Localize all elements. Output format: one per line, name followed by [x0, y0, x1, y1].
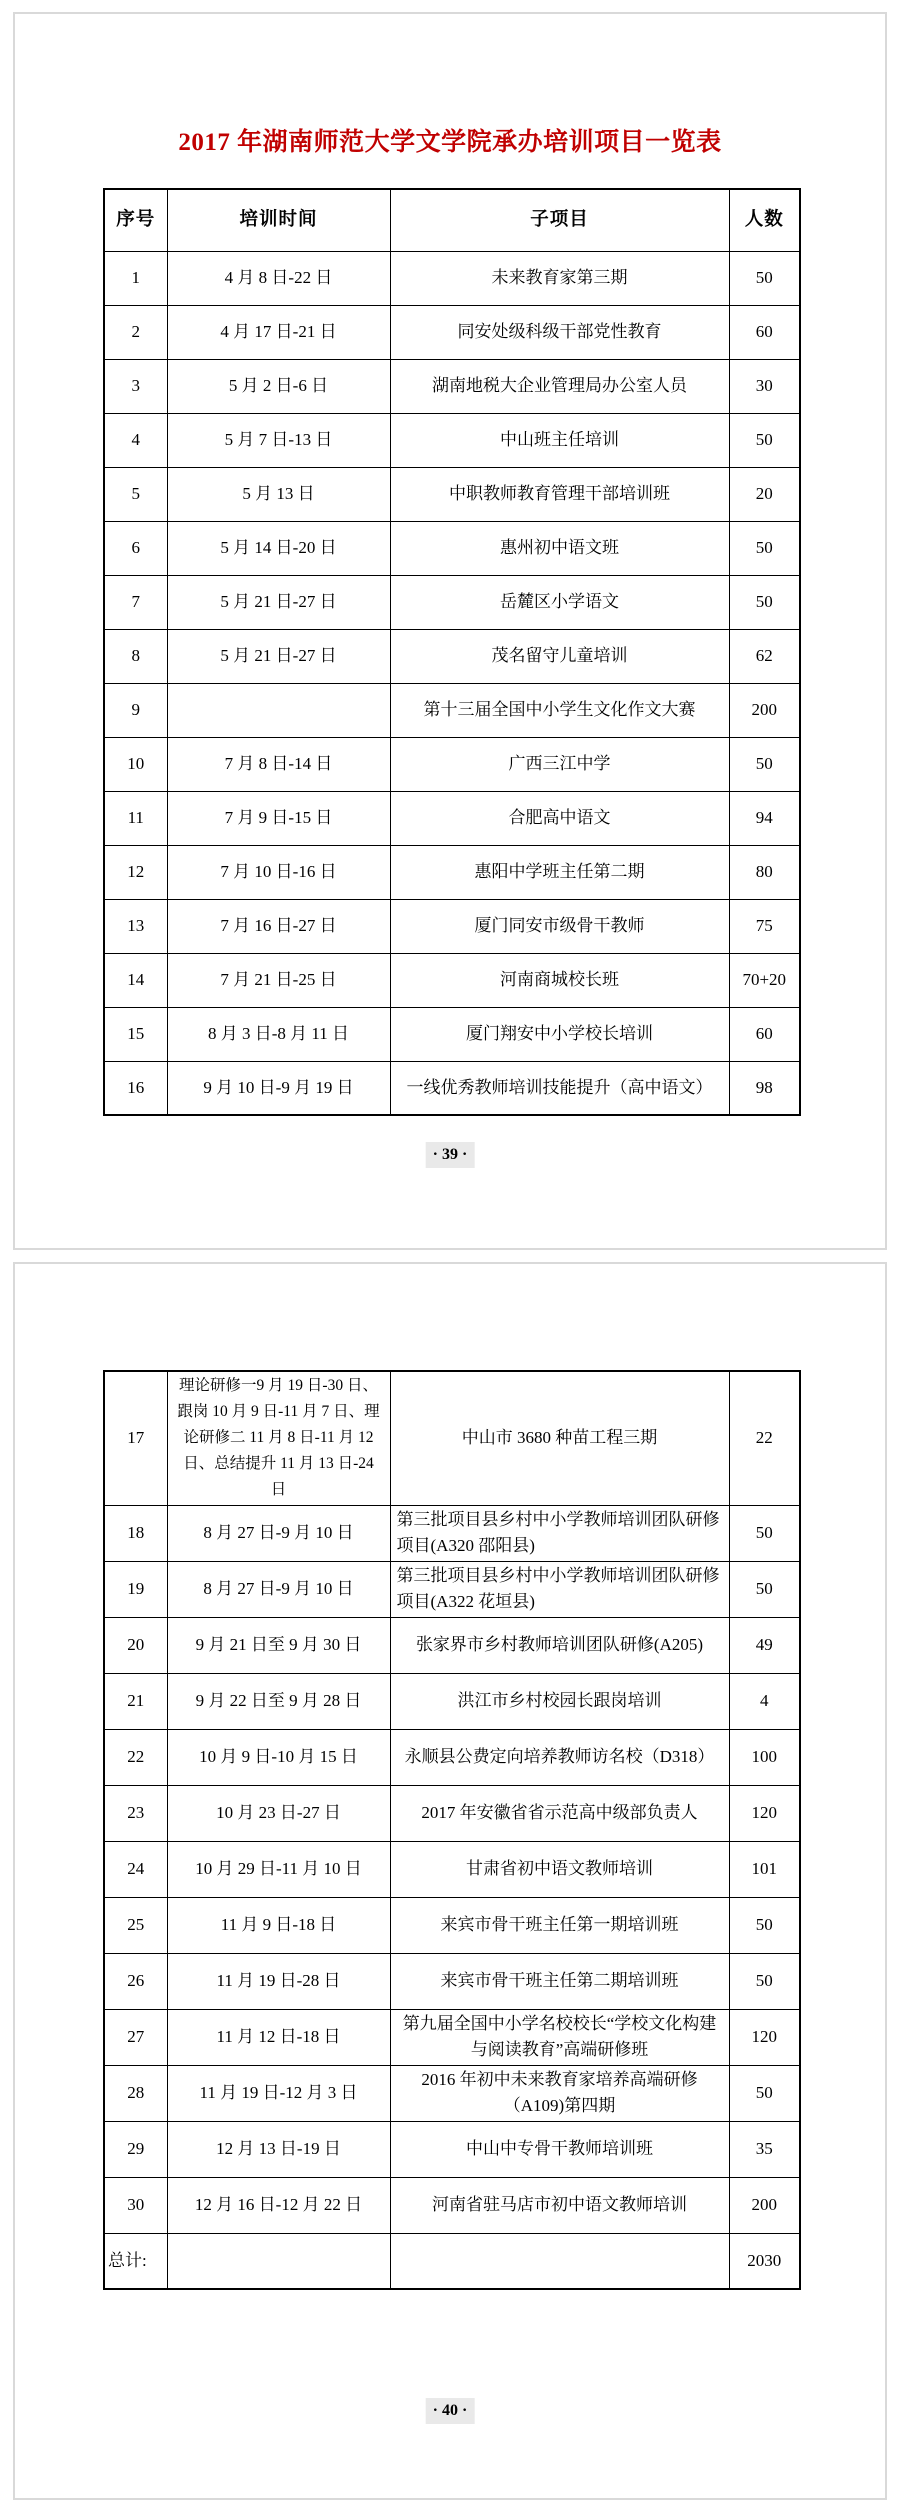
cell-time: 5 月 14 日-20 日	[167, 521, 390, 575]
cell-index: 1	[104, 251, 167, 305]
training-table-page1	[103, 188, 801, 1116]
cell-project: 河南省驻马店市初中语文教师培训	[390, 2177, 729, 2233]
cell-count: 120	[729, 1785, 800, 1841]
cell-time: 12 月 16 日-12 月 22 日	[167, 2177, 390, 2233]
cell-project: 第三批项目县乡村中小学教师培训团队研修项目(A322 花垣县)	[390, 1561, 729, 1617]
cell-time: 7 月 10 日-16 日	[167, 845, 390, 899]
table-row	[104, 1841, 800, 1897]
cell-time: 7 月 9 日-15 日	[167, 791, 390, 845]
cell-project: 湖南地税大企业管理局办公室人员	[390, 359, 729, 413]
table-row	[104, 791, 800, 845]
cell-index: 25	[104, 1897, 167, 1953]
cell-index: 8	[104, 629, 167, 683]
cell-count: 120	[729, 2009, 800, 2065]
table-row	[104, 845, 800, 899]
cell-time: 10 月 9 日-10 月 15 日	[167, 1729, 390, 1785]
cell-index: 26	[104, 1953, 167, 2009]
cell-index: 21	[104, 1673, 167, 1729]
cell-project: 中山市 3680 种苗工程三期	[390, 1371, 729, 1505]
cell-time: 4 月 17 日-21 日	[167, 305, 390, 359]
cell-time: 11 月 19 日-12 月 3 日	[167, 2065, 390, 2121]
cell-time: 理论研修一9 月 19 日-30 日、跟岗 10 月 9 日-11 月 7 日、理论研修二 11 月 8 日-11 月 12 日、总结提升 11 月 13 日-24 日	[167, 1371, 390, 1505]
table-row	[104, 2177, 800, 2233]
cell-count: 50	[729, 251, 800, 305]
cell-count: 2030	[729, 2233, 800, 2289]
cell-index: 18	[104, 1505, 167, 1561]
cell-index: 29	[104, 2121, 167, 2177]
cell-count: 101	[729, 1841, 800, 1897]
training-table-page2	[103, 1370, 801, 2290]
cell-count: 94	[729, 791, 800, 845]
cell-index: 13	[104, 899, 167, 953]
cell-index: 5	[104, 467, 167, 521]
cell-project: 中山班主任培训	[390, 413, 729, 467]
table-row	[104, 683, 800, 737]
cell-project: 张家界市乡村教师培训团队研修(A205)	[390, 1617, 729, 1673]
cell-count: 62	[729, 629, 800, 683]
cell-project: 厦门同安市级骨干教师	[390, 899, 729, 953]
cell-project: 甘肃省初中语文教师培训	[390, 1841, 729, 1897]
cell-time: 4 月 8 日-22 日	[167, 251, 390, 305]
cell-project: 惠州初中语文班	[390, 521, 729, 575]
cell-index: 17	[104, 1371, 167, 1505]
cell-time: 7 月 8 日-14 日	[167, 737, 390, 791]
cell-project: 未来教育家第三期	[390, 251, 729, 305]
cell-count: 60	[729, 305, 800, 359]
cell-index: 7	[104, 575, 167, 629]
table-row	[104, 1561, 800, 1617]
cell-time: 10 月 23 日-27 日	[167, 1785, 390, 1841]
cell-count: 50	[729, 575, 800, 629]
cell-index: 3	[104, 359, 167, 413]
cell-index: 总计:	[104, 2233, 167, 2289]
cell-count: 50	[729, 1561, 800, 1617]
cell-project: 惠阳中学班主任第二期	[390, 845, 729, 899]
table-row	[104, 2121, 800, 2177]
cell-time	[167, 683, 390, 737]
table-row	[104, 1785, 800, 1841]
cell-count: 60	[729, 1007, 800, 1061]
column-header-project: 子项目	[390, 189, 729, 251]
cell-index: 20	[104, 1617, 167, 1673]
cell-project: 茂名留守儿童培训	[390, 629, 729, 683]
cell-index: 15	[104, 1007, 167, 1061]
cell-time: 8 月 27 日-9 月 10 日	[167, 1505, 390, 1561]
cell-time: 11 月 12 日-18 日	[167, 2009, 390, 2065]
table-row	[104, 953, 800, 1007]
cell-count: 98	[729, 1061, 800, 1115]
cell-project: 一线优秀教师培训技能提升（高中语文）	[390, 1061, 729, 1115]
cell-index: 19	[104, 1561, 167, 1617]
cell-index: 22	[104, 1729, 167, 1785]
cell-project: 2016 年初中未来教育家培养高端研修（A109)第四期	[390, 2065, 729, 2121]
cell-time: 5 月 21 日-27 日	[167, 575, 390, 629]
cell-project: 洪江市乡村校园长跟岗培训	[390, 1673, 729, 1729]
table-row	[104, 1371, 800, 1505]
column-header-index: 序号	[104, 189, 167, 251]
total-row	[104, 2233, 800, 2289]
table-row	[104, 305, 800, 359]
cell-count: 80	[729, 845, 800, 899]
table-row	[104, 1061, 800, 1115]
cell-count: 50	[729, 521, 800, 575]
cell-count: 50	[729, 1897, 800, 1953]
cell-count: 49	[729, 1617, 800, 1673]
cell-count: 22	[729, 1371, 800, 1505]
cell-count: 50	[729, 1953, 800, 2009]
cell-index: 30	[104, 2177, 167, 2233]
table-row	[104, 521, 800, 575]
cell-project: 岳麓区小学语文	[390, 575, 729, 629]
page-number: · 39 ·	[426, 1142, 475, 1168]
cell-time: 9 月 21 日至 9 月 30 日	[167, 1617, 390, 1673]
cell-count: 20	[729, 467, 800, 521]
document-page-39	[13, 12, 887, 1250]
cell-index: 28	[104, 2065, 167, 2121]
table-row	[104, 737, 800, 791]
page-title: 2017 年湖南师范大学文学院承办培训项目一览表	[178, 129, 722, 156]
cell-time: 9 月 22 日至 9 月 28 日	[167, 1673, 390, 1729]
table-row	[104, 359, 800, 413]
cell-count: 35	[729, 2121, 800, 2177]
column-header-time: 培训时间	[167, 189, 390, 251]
cell-time: 5 月 13 日	[167, 467, 390, 521]
cell-project: 同安处级科级干部党性教育	[390, 305, 729, 359]
cell-project: 来宾市骨干班主任第一期培训班	[390, 1897, 729, 1953]
cell-count: 70+20	[729, 953, 800, 1007]
cell-index: 14	[104, 953, 167, 1007]
table-row	[104, 2009, 800, 2065]
cell-count: 50	[729, 2065, 800, 2121]
table-row	[104, 629, 800, 683]
cell-time: 9 月 10 日-9 月 19 日	[167, 1061, 390, 1115]
cell-index: 2	[104, 305, 167, 359]
cell-project: 第三批项目县乡村中小学教师培训团队研修项目(A320 邵阳县)	[390, 1505, 729, 1561]
cell-project: 合肥高中语文	[390, 791, 729, 845]
cell-time: 7 月 21 日-25 日	[167, 953, 390, 1007]
document-page-40	[13, 1262, 887, 2500]
cell-time: 11 月 19 日-28 日	[167, 1953, 390, 2009]
cell-project: 中山中专骨干教师培训班	[390, 2121, 729, 2177]
table-row	[104, 1505, 800, 1561]
cell-time	[167, 2233, 390, 2289]
cell-index: 12	[104, 845, 167, 899]
table-row	[104, 1953, 800, 2009]
cell-count: 4	[729, 1673, 800, 1729]
cell-index: 4	[104, 413, 167, 467]
table-header-row	[104, 189, 800, 251]
cell-project: 第十三届全国中小学生文化作文大赛	[390, 683, 729, 737]
cell-project: 永顺县公费定向培养教师访名校（D318）	[390, 1729, 729, 1785]
cell-project: 厦门翔安中小学校长培训	[390, 1007, 729, 1061]
column-header-count: 人数	[729, 189, 800, 251]
table-row	[104, 575, 800, 629]
table-row	[104, 1729, 800, 1785]
table-row	[104, 1007, 800, 1061]
table-row	[104, 413, 800, 467]
cell-time: 5 月 7 日-13 日	[167, 413, 390, 467]
cell-time: 10 月 29 日-11 月 10 日	[167, 1841, 390, 1897]
cell-time: 5 月 21 日-27 日	[167, 629, 390, 683]
cell-project: 第九届全国中小学名校校长“学校文化构建与阅读教育”高端研修班	[390, 2009, 729, 2065]
table-row	[104, 1673, 800, 1729]
page-number: · 40 ·	[426, 2398, 475, 2424]
table-row	[104, 251, 800, 305]
cell-time: 11 月 9 日-18 日	[167, 1897, 390, 1953]
cell-index: 6	[104, 521, 167, 575]
table-row	[104, 2065, 800, 2121]
cell-count: 50	[729, 413, 800, 467]
cell-index: 10	[104, 737, 167, 791]
cell-time: 12 月 13 日-19 日	[167, 2121, 390, 2177]
cell-time: 5 月 2 日-6 日	[167, 359, 390, 413]
cell-project: 河南商城校长班	[390, 953, 729, 1007]
cell-count: 50	[729, 1505, 800, 1561]
table-row	[104, 899, 800, 953]
cell-index: 9	[104, 683, 167, 737]
cell-count: 200	[729, 2177, 800, 2233]
cell-count: 200	[729, 683, 800, 737]
cell-index: 11	[104, 791, 167, 845]
cell-project: 2017 年安徽省省示范高中级部负责人	[390, 1785, 729, 1841]
cell-count: 30	[729, 359, 800, 413]
cell-time: 7 月 16 日-27 日	[167, 899, 390, 953]
cell-time: 8 月 3 日-8 月 11 日	[167, 1007, 390, 1061]
cell-count: 75	[729, 899, 800, 953]
cell-project: 来宾市骨干班主任第二期培训班	[390, 1953, 729, 2009]
cell-count: 50	[729, 737, 800, 791]
cell-project: 中职教师教育管理干部培训班	[390, 467, 729, 521]
table-row	[104, 467, 800, 521]
cell-index: 24	[104, 1841, 167, 1897]
cell-time: 8 月 27 日-9 月 10 日	[167, 1561, 390, 1617]
table-row	[104, 1617, 800, 1673]
cell-index: 16	[104, 1061, 167, 1115]
cell-index: 27	[104, 2009, 167, 2065]
table-row	[104, 1897, 800, 1953]
cell-count: 100	[729, 1729, 800, 1785]
cell-project: 广西三江中学	[390, 737, 729, 791]
cell-index: 23	[104, 1785, 167, 1841]
cell-project	[390, 2233, 729, 2289]
